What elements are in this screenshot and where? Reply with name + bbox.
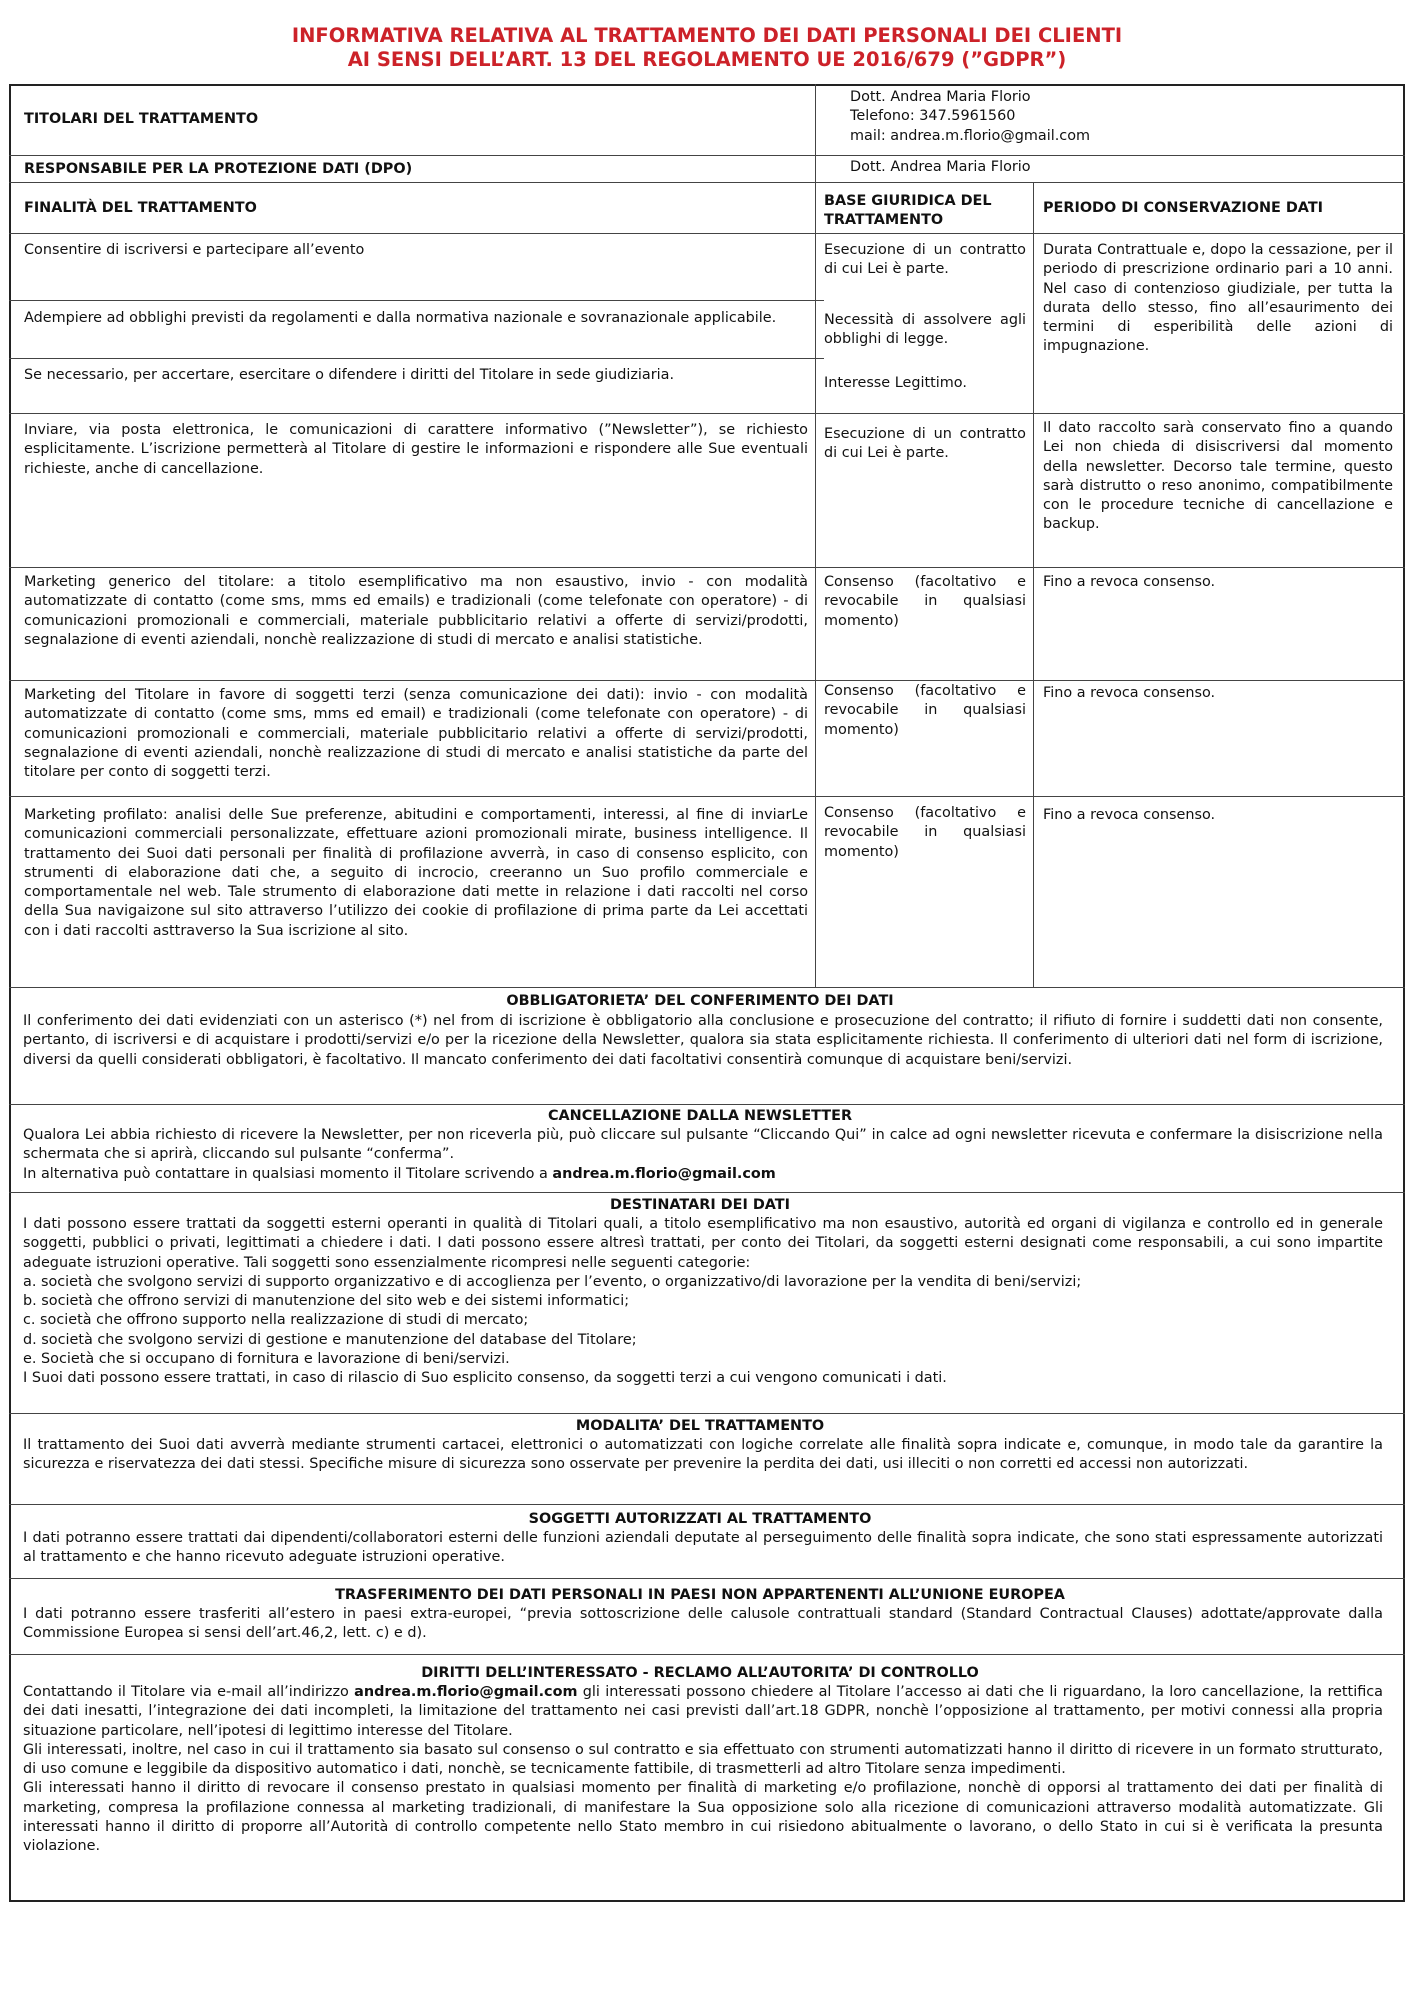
destinatari-outro: I Suoi dati possono essere trattati, in caso di rilascio di Suo esplicito consenso, da soggetti terzi a cui vengono comunicati i dati. bbox=[23, 1370, 947, 1387]
row-3-base: Interesse Legittimo. bbox=[824, 375, 967, 391]
row-5-finalita: Marketing generico del titolare: a titolo esemplificativo ma non esaustivo, invio - con modalità automatizzate di contatto (come sms, mms ed emails) e tradizionali (come telefonate con operatore) - di comunicazioni promozionali e commerciali, materiale pubblicitario relativi a offerte di servizi/prodotti, segnalazione di eventi aziendali, nonchè realizzazione di studi di mercato e analisi statistiche. bbox=[24, 574, 808, 648]
row-4-finalita: Inviare, via posta elettronica, le comunicazioni di carattere informativo (”Newsletter”), se richiesto esplicitamente. L’iscrizione permetterà al Titolare di gestire le informazioni e rispondere alle Sue eventuali richieste, anche di cancellazione. bbox=[24, 422, 808, 477]
titolari-name: Dott. Andrea Maria Florio bbox=[850, 89, 1031, 105]
row-6-base: Consenso (facoltativo e revocabile in qualsiasi momento) bbox=[824, 683, 1026, 738]
titolari-contacts bbox=[850, 88, 1390, 146]
destinatari-item: d. società che svolgono servizi di gestione e manutenzione del database del Titolare; bbox=[23, 1331, 637, 1348]
header-periodo: PERIODO DI CONSERVAZIONE DATI bbox=[1043, 200, 1323, 216]
diritti-body bbox=[23, 1683, 1383, 1857]
destinatari-item: c. società che offrono supporto nella realizzazione di studi di mercato; bbox=[23, 1312, 529, 1329]
cancellazione-body bbox=[23, 1126, 1383, 1184]
row-6-finalita: Marketing del Titolare in favore di soggetti terzi (senza comunicazione dei dati): invio - con modalità automatizzate di contatto (come sms, mms ed email) e tradizionali (come telefonate con operatore) - di comunicazioni promozionali e commerciali, materiale pubblicitario relativi a offerte di servizi/prodotti, segnalazione di eventi aziendali, nonchè realizzazione di studi di mercato e analisi statistiche da parte del titolare per conto di soggetti terzi. bbox=[24, 687, 808, 781]
row-7-base: Consenso (facoltativo e revocabile in qualsiasi momento) bbox=[824, 805, 1026, 860]
row-4-base: Esecuzione di un contratto di cui Lei è parte. bbox=[824, 426, 1026, 462]
header-base-giuridica: BASE GIURIDICA DEL TRATTAMENTO bbox=[824, 193, 992, 229]
destinatari-item: b. società che offrono servizi di manutenzione del sito web e dei sistemi informatici; bbox=[23, 1293, 630, 1310]
row-6-periodo: Fino a revoca consenso. bbox=[1043, 685, 1216, 701]
soggetti-heading: SOGGETTI AUTORIZZATI AL TRATTAMENTO bbox=[528, 1511, 872, 1527]
cancellazione-email-link[interactable]: andrea.m.florio@gmail.com bbox=[552, 1165, 776, 1182]
diritti-paragraph-2: Gli interessati, inoltre, nel caso in cui il trattamento sia basato sul consenso o sul contratto e sia effettuato con strumenti automatizzati hanno il diritto di ricevere in un formato strutturato, di uso comune e leggibile da dispositivo automatico i dati, nonchè, se tecnicamente fattibile, di trasmetterli ad altro Titolare senza impedimenti. bbox=[23, 1741, 1383, 1778]
cancellazione-alt-text: In alternativa può contattare in qualsiasi momento il Titolare scrivendo a bbox=[23, 1165, 548, 1182]
header-finalita: FINALITÀ DEL TRATTAMENTO bbox=[24, 200, 257, 216]
titolari-label: TITOLARI DEL TRATTAMENTO bbox=[24, 111, 259, 127]
titolari-phone: Telefono: 347.5961560 bbox=[850, 108, 1016, 125]
cancellazione-text: Qualora Lei abbia richiesto di ricevere la Newsletter, per non riceverla più, può cliccare sul pulsante “Cliccando Qui” in calce ad ogni newsletter ricevuta e confermare la disiscrizione nella schermata che si aprirà, cliccando sul pulsante “conferma”. bbox=[23, 1127, 1383, 1163]
modalita-body: Il trattamento dei Suoi dati avverrà mediante strumenti cartacei, elettronici o automatizzati con logiche correlate alle finalità sopra indicate e, comunque, in modo tale da garantire la sicurezza e riservatezza dei dati stessi. Specifiche misure di sicurezza sono osservate per prevenire la perdita dei dati, usi illeciti o non corretti ed accessi non autorizzati. bbox=[23, 1437, 1383, 1473]
row-3-finalita: Se necessario, per accertare, esercitare o difendere i diritti del Titolare in sede giudiziaria. bbox=[24, 367, 675, 383]
title-line-2: AI SENSI DELL’ART. 13 DEL REGOLAMENTO UE 2016/679 (”GDPR”) bbox=[347, 48, 1067, 71]
periodo-contrattuale: Durata Contrattuale e, dopo la cessazione, per il periodo di prescrizione ordinario pari a 10 anni. Nel caso di contenzioso giudiziale, per tutta la durata dello stesso, fino all’esaurimento dei termini di esperibilità delle azioni di impugnazione. bbox=[1043, 242, 1393, 355]
row-2-finalita: Adempiere ad obblighi previsti da regolamenti e dalla normativa nazionale e sovranazionale applicabile. bbox=[24, 310, 777, 326]
row-5-base: Consenso (facoltativo e revocabile in qualsiasi momento) bbox=[824, 574, 1026, 629]
destinatari-intro: I dati possono essere trattati da soggetti esterni operanti in qualità di Titolari quali, a titolo esemplificativo ma non esaustivo, autorità ed organi di vigilanza e controllo ed in generale soggetti, pubblici o privati, legittimati a chiedere i dati. I dati possono essere altresì trattati, per conto dei Titolari, da soggetti esterni designati come responsabili, a cui sono impartite adeguate istruzioni operative. Tali soggetti sono essenzialmente ricompresi nelle seguenti categorie: bbox=[23, 1216, 1383, 1271]
document-title bbox=[0, 24, 1414, 72]
cancellazione-alt bbox=[23, 1165, 1383, 1184]
trasferimento-body: I dati potranno essere trasferiti all’estero in paesi extra-europei, “previa sottoscrizione delle calusole contrattuali standard (Standard Contractual Clauses) adottate/approvate dalla Commissione Europea si sensi dell’art.46,2, lett. c) e d). bbox=[23, 1606, 1383, 1642]
diritti-paragraph-1 bbox=[23, 1683, 1383, 1741]
row-4-periodo: Il dato raccolto sarà conservato fino a quando Lei non chieda di disiscriversi dal momento della newsletter. Decorso tale termine, questo sarà distrutto o reso anonimo, compatibilmente con le procedure tecniche di cancellazione e backup. bbox=[1043, 420, 1393, 533]
destinatari-body bbox=[23, 1215, 1383, 1389]
diritti-heading: DIRITTI DELL’INTERESSATO - RECLAMO ALL’AUTORITA’ DI CONTROLLO bbox=[421, 1665, 979, 1681]
diritti-paragraph-3: Gli interessati hanno il diritto di revocare il consenso prestato in qualsiasi momento per finalità di marketing e/o profilazione, nonchè di opporsi al trattamento dei dati per finalità di marketing, compresa la profilazione connessa al marketing tradizionali, di manifestare la Sua opposizione solo alla ricezione di comunicazioni attraverso modalità automatizzate. Gli interessati hanno il diritto di proporre all’Autorità di controllo competente nello Stato membro in cui risiedono abitualmente o lavorano, o dello Stato in cui si è verificata la presunta violazione. bbox=[23, 1780, 1383, 1855]
cancellazione-heading: CANCELLAZIONE DALLA NEWSLETTER bbox=[547, 1108, 853, 1124]
row-7-periodo: Fino a revoca consenso. bbox=[1043, 807, 1216, 823]
destinatari-item: e. Società che si occupano di fornitura e lavorazione di beni/servizi. bbox=[23, 1351, 510, 1368]
title-line-1: INFORMATIVA RELATIVA AL TRATTAMENTO DEI DATI PERSONALI DEI CLIENTI bbox=[291, 24, 1123, 47]
row-2-base: Necessità di assolvere agli obblighi di legge. bbox=[824, 312, 1026, 348]
titolari-mail: mail: andrea.m.florio@gmail.com bbox=[850, 127, 1091, 144]
diritti-p1-suffix: gli interessati possono chiedere al Titolare l’accesso ai dati che li riguardano, la loro cancellazione, la rettifica dei dati inesatti, l’integrazione dei dati incompleti, la limitazione del trattamento nei casi previsti dall’art.18 GDPR, nonchè l’opposizione al trattamento, per motivi connessi alla propria situazione particolare, nell’ipotesi di legittimo interesse del Titolare. bbox=[23, 1684, 1383, 1739]
row-5-periodo: Fino a revoca consenso. bbox=[1043, 574, 1216, 590]
row-1-base: Esecuzione di un contratto di cui Lei è parte. bbox=[824, 242, 1026, 278]
soggetti-body: I dati potranno essere trattati dai dipendenti/collaboratori esterni delle funzioni aziendali deputate al perseguimento delle finalità sopra indicate, che sono stati espressamente autorizzati al trattamento e che hanno ricevuto adeguate istruzioni operative. bbox=[23, 1530, 1383, 1566]
row-7-finalita: Marketing profilato: analisi delle Sue preferenze, abitudini e comportamenti, interessi, al fine di inviarLe comunicazioni commerciali personalizzate, effettuare azioni promozionali mirate, business intelligence. Il trattamento dei Suoi dati personali per finalità di profilazione avverrà, in caso di consenso esplicito, con strumenti di elaborazione dati che, a seguito di incrocio, creeranno un Suo profilo commerciale e comportamentale nel web. Tale strumento di elaborazione dati mette in relazione i dati raccolti nel corso della Sua navigaizone sul sito attraverso l’utilizzo dei cookie di profilazione di prima parte da Lei accettati con i dati raccolti asttraverso la Sua iscrizione al sito. bbox=[24, 807, 808, 939]
modalita-heading: MODALITA’ DEL TRATTAMENTO bbox=[575, 1418, 825, 1434]
obbligatorieta-heading: OBBLIGATORIETA’ DEL CONFERIMENTO DEI DATI bbox=[506, 993, 894, 1009]
diritti-p1-prefix: Contattando il Titolare via e-mail all’indirizzo bbox=[23, 1684, 349, 1700]
obbligatorieta-body: Il conferimento dei dati evidenziati con un asterisco (*) nel from di iscrizione è obbligatorio alla conclusione e prosecuzione del contratto; il rifiuto di fornire i suddetti dati non consente, pertanto, di iscriversi e di acquistare i prodotti/servizi e/o per la ricezione della Newsletter, qualora sia stata esplicitamente richiesta. Il conferimento di ulteriori dati nel form di iscrizione, diversi da quelli considerati obbligatori, è facoltativo. Il mancato conferimento dei dati facoltativi consentirà comunque di acquistare beni/servizi. bbox=[23, 1013, 1383, 1068]
dpo-label: RESPONSABILE PER LA PROTEZIONE DATI (DPO) bbox=[24, 161, 413, 177]
row-1-finalita: Consentire di iscriversi e partecipare all’evento bbox=[24, 242, 365, 258]
destinatari-heading: DESTINATARI DEI DATI bbox=[610, 1197, 790, 1213]
dpo-name: Dott. Andrea Maria Florio bbox=[850, 159, 1031, 175]
destinatari-item: a. società che svolgono servizi di supporto organizzativo e di accoglienza per l’evento, o organizzativo/di lavorazione per la vendita di beni/servizi; bbox=[23, 1273, 1082, 1290]
trasferimento-heading: TRASFERIMENTO DEI DATI PERSONALI IN PAESI NON APPARTENENTI ALL’UNIONE EUROPEA bbox=[335, 1587, 1065, 1603]
diritti-email-link[interactable]: andrea.m.florio@gmail.com bbox=[354, 1684, 578, 1700]
